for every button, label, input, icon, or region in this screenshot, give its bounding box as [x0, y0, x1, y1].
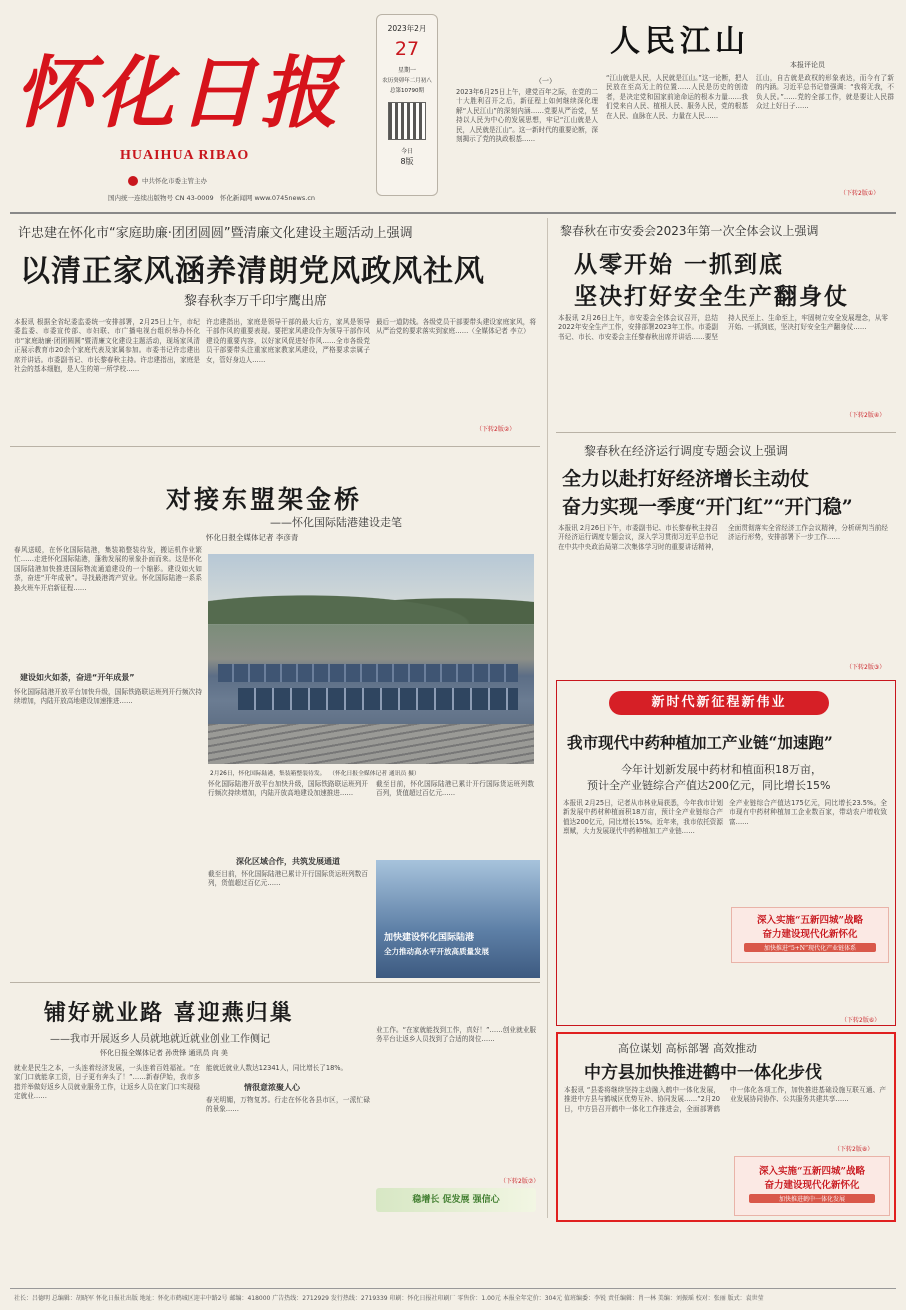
- lunar-date: 农历癸卯年二月初八: [382, 78, 432, 84]
- article4-rule: [10, 982, 540, 983]
- feature-more[interactable]: （下转2版⑥）: [841, 1017, 881, 1024]
- article6-body: 本报讯 “县委将继续坚持主动融入鹤中一体化发展，推进中方县与鹤城区优势互补、协同发展……”2月20日，中方县召开鹤中一体化工作推进会，全面部署鹤中一体化各项工作，加快推进基础设施互联互通、产业发展协同协作、公共服务共建共享……: [564, 1086, 886, 1113]
- ad-line-1: 加快建设怀化国际陆港: [384, 933, 475, 943]
- photo-containers-row: [238, 688, 518, 710]
- article1-more[interactable]: （下转2版②）: [476, 426, 516, 433]
- photo-caption-credit: （怀化日报全媒体记者 通讯员 摄）: [329, 771, 420, 777]
- feature-banner-text: 新时代新征程新伟业: [651, 695, 787, 710]
- article5-byline: 怀化日报全媒体记者 孙贵锋 通讯员 向 美: [100, 1049, 228, 1057]
- article2-kicker: 黎春秋在市安委会2023年第一次全体会议上强调: [560, 224, 819, 238]
- article4-section-head: 建设如火如荼，奋进“开年成景”: [20, 673, 135, 682]
- article4-col1b: 怀化国际陆港开放平台加快升级，国际铁路联运班列开行频次持续增加，内陆开放高地建设加速推进……: [14, 688, 202, 706]
- page-count: 8版: [400, 157, 414, 166]
- date-day: 27: [394, 38, 420, 60]
- feature-promo-2: 奋力建设现代化新怀化: [762, 929, 858, 940]
- article-safety: [556, 218, 896, 428]
- article2-headline-2[interactable]: 坚决打好安全生产翻身仗: [574, 283, 849, 310]
- feature-subhead-2: 预计全产业链综合产值达200亿元，同比增长15%: [587, 779, 831, 792]
- date-box: [376, 14, 438, 196]
- article5-col3: 业工作。“在家就能找到工作，真好！”……创业就业服务平台让返乡人员找到了合适的岗位……: [376, 1026, 536, 1044]
- feature-promo[interactable]: [731, 907, 889, 963]
- article4-col3: 截至目前，怀化国际陆港已累计开行国际货运班列数百列，货值超过百亿元……: [376, 780, 534, 798]
- article1-col2: 许忠建指出，家庭是领导干部的最大后方，家风是领导干部作风的重要表现。要把家风建设作为领导干部作风建设的重要内容，以好家风促进好作风……全市各级党员干部要带头注重家庭家教家风建设，严格要求亲属子女，管好身边人……: [206, 318, 370, 364]
- article5-banner-text: 稳增长 促发展 强信心: [412, 1195, 500, 1205]
- article4-mid-head: 深化区域合作，共筑发展通道: [236, 857, 340, 866]
- qr-code[interactable]: [388, 102, 426, 140]
- footer-rule: [10, 1288, 896, 1289]
- masthead-rule: [10, 212, 896, 214]
- article1-col3: 最后一道防线。各级党员干部要带头建设家庭家风，将从严治党的要求落实到家庭……（全媒体记者 李立）: [376, 318, 536, 336]
- article-employment: [10, 986, 540, 1216]
- article-family-values: [10, 218, 540, 442]
- article5-more[interactable]: （下转2版⑦）: [500, 1178, 540, 1185]
- article2-more[interactable]: （下转2版④）: [846, 412, 886, 419]
- article-hezhong: [556, 1032, 896, 1222]
- article6-headline[interactable]: 中方县加快推进鹤中一体化步伐: [584, 1063, 822, 1083]
- article6-promo-1: 深入实施“五新四城”战略: [759, 1166, 865, 1177]
- article4-ad-banner[interactable]: [376, 860, 540, 978]
- ad-line-2: 全力推动高水平开放高质量发展: [384, 947, 489, 956]
- column-divider: [547, 218, 548, 1218]
- article5-subhead: ——我市开展返乡人员就地就近就业创业工作侧记: [50, 1034, 270, 1045]
- feature-banner: [609, 691, 829, 715]
- photo-caption-main: 2月26日，怀化国际陆港，集装箱整装待发。: [210, 771, 326, 777]
- article4-byline: 怀化日报全媒体记者 李彦青: [206, 533, 299, 542]
- column-renmin-col1: 2023年6月25日上午，建党百年之际，在党的二十大胜利召开之后，新征程上如何继续深化理解“人民江山”的深刻内涵……党要从严治党，坚持以人民为中心的发展思想，牢记“江山就是人民，人民就是江山”。这一新时代的重要论断，深刻揭示了党的执政根基……: [456, 88, 598, 144]
- article1-rule: [10, 446, 540, 447]
- article1-subhead: 黎春秋李万千印宇鹰出席: [184, 294, 328, 309]
- newspaper-pinyin: HUAIHUA RIBAO: [120, 148, 250, 163]
- photo-rail-tracks: [208, 724, 534, 764]
- feature-col2: 全产业链综合产值达175亿元，同比增长23.5%。全市现有中药材种植加工企业数百家，带动农户增收致富……: [729, 799, 887, 826]
- article5-col2: 能就近就业人数达12341人，同比增长了18%。: [206, 1064, 348, 1072]
- feature-body: 本报讯 2月25日，记者从市林业局获悉，今年我市计划新发展中药材种植面积18万亩，预计全产业链综合产值达200亿元，同比增长15%。近年来，我市依托资源禀赋，大力发展现代中药种植加工产业链……: [563, 799, 723, 836]
- article6-promo[interactable]: [734, 1156, 890, 1216]
- article5-headline[interactable]: 铺好就业路 喜迎燕归巢: [44, 1000, 294, 1026]
- article6-promo-tag: 加快推进鹤中一体化发展: [749, 1194, 875, 1203]
- article3-headline-1[interactable]: 全力以赴打好经济增长主动仗: [562, 468, 810, 490]
- sponsor: 中共怀化市委主管主办: [142, 177, 207, 185]
- article5-section: 情很意浓聚人心: [244, 1083, 300, 1092]
- column-renmin-byline: 本报评论员: [790, 61, 825, 69]
- photo-containers-row: [218, 664, 518, 682]
- column-renmin-col3: 江山，自古就是政权的形象表达，而今有了新的内涵。习近平总书记曾强调：“我将无我，不负人民。”……党的全部工作，就是要让人民群众过上好日子……: [756, 74, 894, 111]
- article3-headline-2[interactable]: 奋力实现一季度“开门红”“开门稳”: [562, 496, 853, 518]
- feature-subhead-1: 今年计划新发展中药材和植面积18万亩，: [621, 763, 822, 776]
- column-renmin-title[interactable]: 人民江山: [610, 24, 750, 59]
- issue-number: 总第10790期: [390, 88, 424, 94]
- publication-number: [108, 193, 315, 202]
- article4-col2: 怀化国际陆港开放平台加快升级，国际铁路联运班列开行频次持续增加，内陆开放高地建设加速推进……: [208, 780, 368, 798]
- article6-promo-2: 奋力建设现代化新怀化: [764, 1180, 860, 1191]
- article4-col2b: 截至目前，怀化国际陆港已累计开行国际货运班列数百列，货值超过百亿元……: [208, 870, 368, 888]
- column-renmin-col2: “江山就是人民，人民就是江山。”这一论断，把人民放在至高无上的位置……人民是历史的创造者，是决定党和国家前途命运的根本力量……我们党来自人民、植根人民、服务人民，党的根基在人民、血脉在人民、力量在人民……: [606, 74, 748, 120]
- article1-headline[interactable]: 以清正家风涵养清朗党风政风社风: [20, 254, 485, 289]
- article4-photo-caption: [210, 768, 420, 777]
- article6-kicker: 高位谋划 高标部署 高效推动: [618, 1042, 757, 1055]
- article3-kicker: 黎春秋在经济运行调度专题会议上强调: [584, 444, 789, 458]
- article2-rule: [556, 432, 896, 433]
- date-year-month: 2023年2月: [387, 24, 427, 33]
- article3-more[interactable]: （下转2版③）: [846, 664, 886, 671]
- pages-label: 今日: [400, 148, 413, 155]
- article-economy: [556, 436, 896, 672]
- article5-banner: [376, 1188, 536, 1212]
- article5-col1: 就业是民生之本，一头连着经济发展，一头连着百姓福祉。“在家门口就能拿工资，日子更有奔头了！”……新春伊始，我市多措并举做好返乡人员就业服务工作，让返乡人员在家门口实现稳定就业……: [14, 1064, 200, 1101]
- masthead: [0, 0, 906, 210]
- feature-promo-tag: 加快推进“5+N”现代化产业链体系: [744, 943, 876, 952]
- photo-hills: [208, 584, 534, 624]
- column-renmin-index: （一）: [535, 77, 556, 85]
- newspaper-logo[interactable]: 怀化日报: [14, 48, 343, 139]
- party-emblem-icon: [128, 176, 138, 186]
- article4-headline[interactable]: 对接东盟架金桥: [166, 485, 363, 514]
- website-link[interactable]: 怀化新闻网 www.0745news.cn: [219, 194, 316, 202]
- column-renmin-more[interactable]: （下转2版①）: [840, 190, 880, 197]
- article4-photo[interactable]: [208, 554, 534, 764]
- article6-more[interactable]: （下转2版⑧）: [834, 1146, 874, 1153]
- article1-col1: 本报讯 根据全省纪委监委统一安排部署，2月25日上午，市纪委监委、市委宣传部、市妇联、市广播电视台组织举办怀化市“家庭助廉·团团圆圆”暨清廉文化建设主题活动，现场家风清正展示教育市20余个家庭代表及家属参加。市委书记许忠建出席并讲话。市委副书记、市长黎春秋主持。许忠建指出，家庭是社会的基本细胞，是人生的第一所学校……: [14, 318, 200, 374]
- feature-headline[interactable]: 我市现代中药种植加工产业链“加速跑”: [567, 733, 833, 752]
- article2-headline-1[interactable]: 从零开始 一抓到底: [574, 251, 785, 278]
- article-asean-bridge: [10, 450, 540, 860]
- feature-promo-1: 深入实施“五新四城”战略: [757, 915, 863, 926]
- article4-subhead: ——怀化国际陆港建设走笔: [270, 516, 402, 529]
- feature-box: [556, 680, 896, 1026]
- footer-info: 社长：吕德明 总编辑：胡晓军 怀化日报社出版 地址：怀化市鹤城区迎丰中路2号 邮编：418000 广告热线：2712929 发行热线：2719339 印刷：怀化日报社印刷厂 零售价：1.00元 本报全年定价：304元 值班编委：李锐 责任编辑：肖一林 美编：刘振瑶 校对：张丽 版式：袁世莹: [14, 1295, 764, 1302]
- weekday: 星期一: [397, 67, 416, 74]
- article2-body: 本报讯 2月26日上午，市安委会全体会议召开，总结2022年安全生产工作，安排部署2023年工作。市委副书记、市长、市安委会主任黎春秋出席并讲话……要坚持人民至上、生命至上，牢固树立安全发展理念，从零开始、一抓到底，坚决打好安全生产翻身仗……: [558, 314, 888, 341]
- article5-col2b: 春光明媚，万物复苏。行走在怀化各县市区，一派忙碌的景象……: [206, 1096, 370, 1114]
- article1-kicker: 许忠建在怀化市“家庭助廉·团团圆圆”暨清廉文化建设主题活动上强调: [18, 226, 413, 241]
- cn-number: 国内统一连续出版物号 CN 43-0009: [108, 194, 214, 202]
- article3-body: 本报讯 2月26日下午，市委副书记、市长黎春秋主持召开经济运行调度专题会议，深入学习贯彻习近平总书记在中共中央政治局第二次集体学习时的重要讲话精神，全面贯彻落实全省经济工作会议精神，分析研判当前经济运行形势，安排部署下一步工作……: [558, 524, 888, 551]
- article4-col1: 春风送暖，在怀化国际陆港，集装箱整装待发，搬运机作业繁忙……走进怀化国际陆港，蓬勃发展的景象扑面而来。这是怀化国际陆港加快推进国际物流通道建设的一个缩影。建设如火如荼，奋进“开年成景”。寻找最港湾产贸业。怀化国际陆港一系系换火班车开启新征程……: [14, 546, 202, 592]
